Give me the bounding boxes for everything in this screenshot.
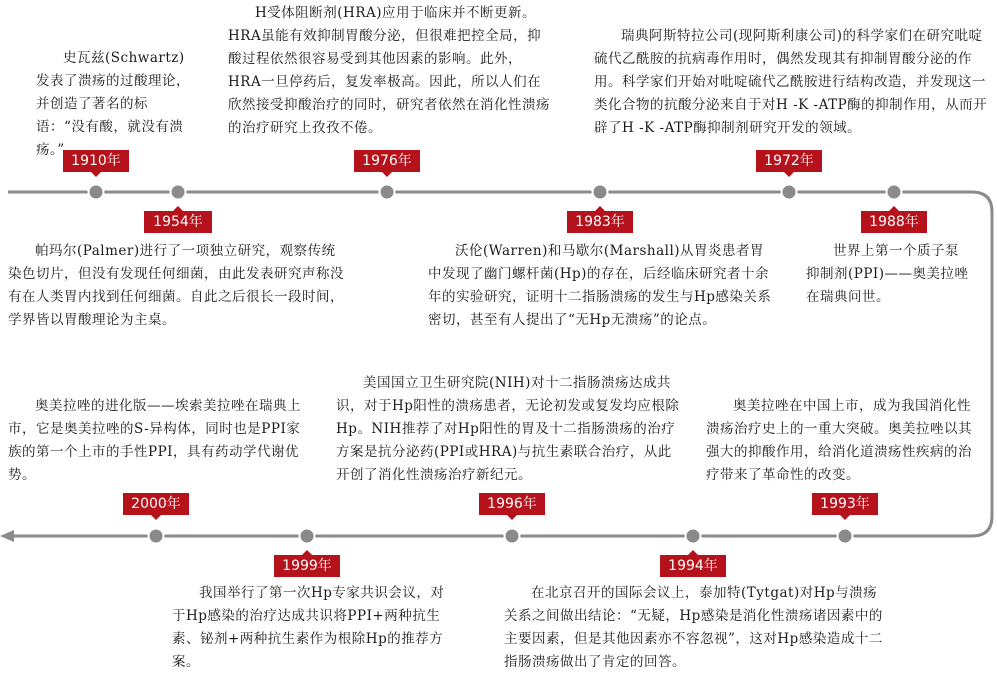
event-text-1910: 史瓦兹(Schwartz)发表了溃疡的过酸理论，并创造了著名的标语：“没有酸，就没有溃疡。” (36, 50, 190, 158)
dot-1996 (505, 529, 520, 544)
event-text-1993: 奥美拉唑在中国上市，成为我国消化性溃疡治疗史上的一重大突破。奥美拉唑以其强大的抑酸作用，给消化道溃疡性疾病的治疗带来了革命性的改变。 (706, 398, 972, 483)
dot-1910 (89, 185, 104, 200)
year-label-1999: 1999年 (274, 555, 340, 577)
dot-1994 (686, 529, 701, 544)
dot-1999 (300, 529, 315, 544)
year-label-1910: 1910年 (63, 150, 129, 172)
year-label-1988: 1988年 (861, 211, 927, 233)
dot-1954 (171, 185, 186, 200)
year-label-1996: 1996年 (479, 493, 545, 515)
event-text-1994: 在北京召开的国际会议上，泰加特(Tytgat)对Hp与溃疡关系之间做出结论：“无疑，Hp感染是消化性溃疡诸因素中的主要因素，但是其他因素亦不容忽视”，这对Hp感染造成十二指肠溃疡做出了肯定的回答。 (504, 585, 883, 670)
event-text-1999: 我国举行了第一次Hp专家共识会议，对于Hp感染的治疗达成共识将PPI+两种抗生素、铋剂+两种抗生素作为根除Hp的推荐方案。 (172, 585, 445, 670)
event-text-1983: 沃伦(Warren)和马歇尔(Marshall)从胃炎患者胃中发现了幽门螺杆菌(Hp)的存在，后经临床研究者十余年的实验研究，证明十二指肠溃疡的发生与Hp感染关系密切，甚至有人提出了“无Hp无溃疡”的论点。 (428, 243, 772, 328)
arrow-head-icon (0, 530, 14, 542)
event-text-1996: 美国国立卫生研究院(NIH)对十二指肠溃疡达成共识，对于Hp阳性的溃疡患者，无论初发或复发均应根除Hp。NIH推荐了对Hp阳性的胃及十二指肠溃疡的治疗方案是抗分泌药(PPI或HRA)与抗生素联合治疗，从此开创了消化性溃疡治疗新纪元。 (336, 375, 680, 483)
event-text-2000: 奥美拉唑的进化版——埃索美拉唑在瑞典上市，它是奥美拉唑的S-异构体，同时也是PPI家族的第一个上市的手性PPI，具有药动学代谢优势。 (8, 398, 301, 483)
event-text-1988: 世界上第一个质子泵抑制剂(PPI)——奥美拉唑在瑞典问世。 (806, 243, 969, 305)
dot-1993 (838, 529, 853, 544)
event-text-1976: H受体阻断剂(HRA)应用于临床并不断更新。HRA虽能有效抑制胃酸分泌，但很难把控全局，抑酸过程依然很容易受到其他因素的影响。此外，HRA一旦停药后，复发率极高。因此，所以人们在欣然接受抑酸治疗的同时，研究者依然在消化性溃疡的治疗研究上孜孜不倦。 (228, 5, 550, 136)
event-text-1954: 帕玛尔(Palmer)进行了一项独立研究，观察传统染色切片，但没有发现任何细菌，由此发表研究声称没有在人类胃内找到任何细菌。自此之后很长一段时间，学界皆以胃酸理论为主桌。 (8, 243, 344, 328)
year-label-1972: 1972年 (756, 150, 822, 172)
year-label-1976: 1976年 (354, 150, 420, 172)
year-label-1954: 1954年 (144, 211, 212, 233)
dot-2000 (149, 529, 164, 544)
dot-1976 (380, 185, 395, 200)
year-label-1993: 1993年 (812, 493, 878, 515)
year-label-1983: 1983年 (567, 211, 633, 233)
dot-1983 (593, 185, 608, 200)
event-text-1972: 瑞典阿斯特拉公司(现阿斯利康公司)的科学家们在研究吡啶硫代乙酰胺的抗病毒作用时，偶然发现其有抑制胃酸分泌的作用。科学家们开始对吡啶硫代乙酰胺进行结构改造，并发现这一类化合物的抗酸分泌来自于对H -K -ATP酶的抑制作用，从而开辟了H -K -ATP酶抑制剂研究开发的领域。 (594, 28, 988, 136)
dot-1988 (887, 185, 902, 200)
dot-1972 (782, 185, 797, 200)
year-label-1994: 1994年 (660, 555, 726, 577)
year-label-2000: 2000年 (123, 493, 189, 515)
